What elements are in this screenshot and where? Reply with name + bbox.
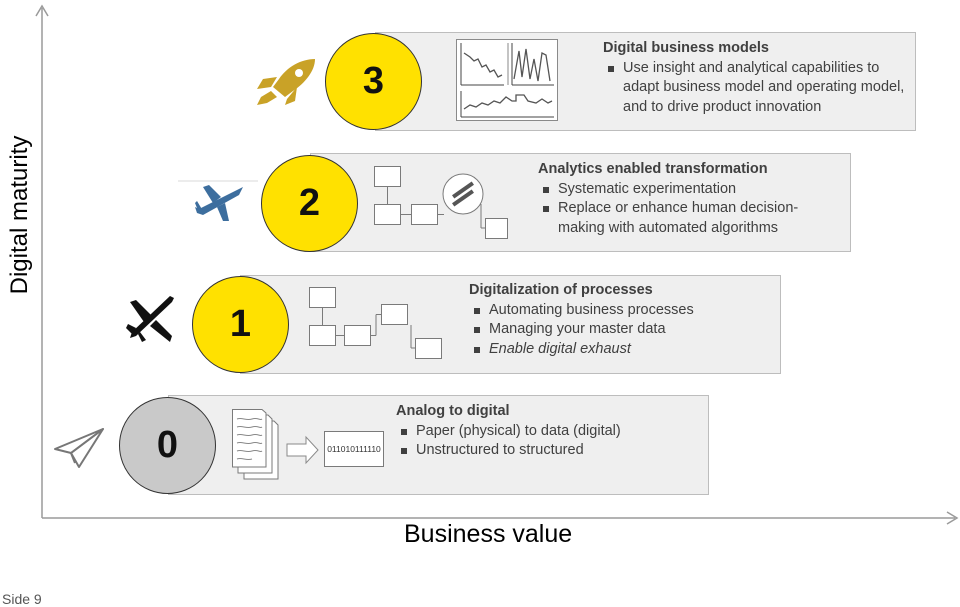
paper-plane-icon — [53, 427, 105, 474]
stage-3-text — [603, 39, 913, 117]
stage-2-title: Analytics enabled transformation — [538, 161, 768, 177]
stage-2-bullet-1: Systematic experimentation — [538, 180, 838, 200]
paper-documents-icon — [232, 409, 280, 486]
stage-1-process-flow-icon — [309, 287, 443, 366]
stage-3-circle: 3 — [325, 33, 422, 130]
stage-2-circle: 2 — [261, 155, 358, 252]
stage-3-title: Digital business models — [603, 40, 769, 56]
stage-1-text — [469, 281, 769, 359]
stage-0-text — [396, 402, 696, 461]
binary-data-box: 011010111110 — [324, 431, 384, 467]
stage-0-circle: 0 — [119, 397, 216, 494]
stage-3-bullet-1: Use insight and analytical capabilities to adapt business model and operating model, and to drive product innovation — [603, 59, 913, 118]
slide-number: Side 9 — [2, 591, 42, 607]
stage-1-circle: 1 — [192, 276, 289, 373]
x-axis-label: Business value — [404, 520, 573, 548]
propeller-plane-icon — [126, 294, 178, 349]
jet-plane-icon — [195, 183, 245, 228]
stage-0-bullet-2: Unstructured to structured — [396, 441, 696, 461]
stage-3-chart-thumbnails-icon — [456, 39, 558, 126]
stage-1-bullet-2: Managing your master data — [469, 320, 769, 340]
stage-2-bullet-2: Replace or enhance human decision-making with automated algorithms — [538, 199, 838, 238]
stage-1-bullet-3: Enable digital exhaust — [469, 340, 769, 360]
rocket-icon — [253, 57, 319, 112]
stage-1-title: Digitalization of processes — [469, 282, 653, 298]
stage-2-text — [538, 160, 838, 238]
stage-0-bullet-1: Paper (physical) to data (digital) — [396, 422, 696, 442]
stage-0-title: Analog to digital — [396, 403, 510, 419]
stage-2-guide-line — [178, 180, 258, 182]
y-axis-label: Digital maturity — [6, 135, 33, 295]
arrow-right-icon — [286, 436, 320, 469]
stage-2-process-flow-icon — [374, 166, 514, 247]
stage-1-bullet-1: Automating business processes — [469, 301, 769, 321]
